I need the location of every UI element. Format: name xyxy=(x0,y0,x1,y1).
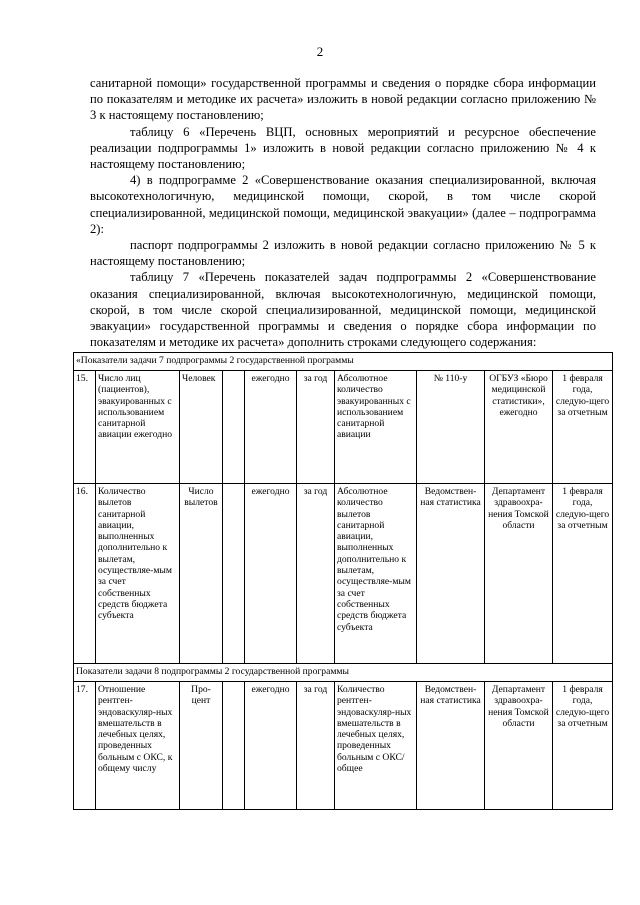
paragraph-5: таблицу 7 «Перечень показателей задач подпрограммы 2 «Совершенствование оказания специализированной, включая высокотехнологичную, медицинской помощи, скорой, в том числе скорой специализированной, медицинской помощи, медицинской эвакуации» государственной программы и сведения о порядке сбора информации по показателям и методике их расчета» дополнить строками следующего содержания: xyxy=(90,270,596,350)
empty-cell xyxy=(223,484,245,664)
section-title: Показатели задачи 8 подпрограммы 2 государственной программы xyxy=(74,664,613,682)
row-number: 15. xyxy=(74,371,96,484)
paragraph-4: паспорт подпрограммы 2 изложить в новой редакции согласно приложению № 5 к настоящему постановлению; xyxy=(90,238,596,269)
section-header-task-8 xyxy=(74,664,613,682)
paragraph-2: таблицу 6 «Перечень ВЦП, основных мероприятий и ресурсное обеспечение реализации подпрограммы 1» изложить в новой редакции согласно приложению № 4 к настоящему постановлению; xyxy=(90,124,596,172)
paragraph-1: санитарной помощи» государственной программы и сведения о порядке сбора информации по показателям и методике их расчета» изложить в новой редакции согласно приложению № 3 к настоящему постановлению; xyxy=(90,76,596,123)
indicators-table xyxy=(73,352,613,810)
collection-method: Ведомствен-ная статистика xyxy=(417,484,485,664)
responsible: Департамент здравоохра-нения Томской области xyxy=(485,484,553,664)
table-row xyxy=(74,484,613,664)
period: за год xyxy=(297,484,335,664)
period: за год xyxy=(297,371,335,484)
table-row xyxy=(74,682,613,810)
collection-method: № 110-у xyxy=(417,371,485,484)
collection-method: Ведомствен-ная статистика xyxy=(417,682,485,810)
periodicity: ежегодно xyxy=(245,682,297,810)
empty-cell xyxy=(223,371,245,484)
unit: Про-цент xyxy=(180,682,223,810)
paragraph-3: 4) в подпрограмме 2 «Совершенствование оказания специализированной, включая высокотехнологичную, медицинской помощи, скорой, в том числе скорой специализированной, медицинской помощи, медицинской эвакуации» (далее – подпрограмма 2): xyxy=(90,173,596,236)
body-text xyxy=(90,75,596,350)
definition: Абсолютное количество вылетов санитарной авиации, выполненных дополнительно к вылетам, осуществляе-мым за счет собственных средств бюджета субъекта xyxy=(335,484,417,664)
definition: Абсолютное количество эвакуированных с использованием санитарной авиации xyxy=(335,371,417,484)
indicator-name: Количество вылетов санитарной авиации, выполненных дополнительно к вылетам, осуществляе-мым за счет собственных средств бюджета субъекта xyxy=(96,484,180,664)
section-header-task-7 xyxy=(74,353,613,371)
row-number: 16. xyxy=(74,484,96,664)
unit: Человек xyxy=(180,371,223,484)
definition: Количество рентген-эндоваскуляр-ных вмешательств в лечебных целях, проведенных больным с ОКС/общее xyxy=(335,682,417,810)
responsible: ОГБУЗ «Бюро медицинской статистики», ежегодно xyxy=(485,371,553,484)
section-title: «Показатели задачи 7 подпрограммы 2 государственной программы xyxy=(74,353,613,371)
indicator-name: Отношение рентген-эндоваскуляр-ных вмешательств в лечебных целях, проведенных больным с ОКС, к общему числу xyxy=(96,682,180,810)
period: за год xyxy=(297,682,335,810)
indicator-name: Число лиц (пациентов), эвакуированных с использованием санитарной авиации ежегодно xyxy=(96,371,180,484)
table-row xyxy=(74,371,613,484)
deadline: 1 февраля года, следую-щего за отчетным xyxy=(553,371,613,484)
responsible: Департамент здравоохра-нения Томской области xyxy=(485,682,553,810)
periodicity: ежегодно xyxy=(245,484,297,664)
periodicity: ежегодно xyxy=(245,371,297,484)
row-number: 17. xyxy=(74,682,96,810)
page-number: 2 xyxy=(316,44,324,59)
empty-cell xyxy=(223,682,245,810)
deadline: 1 февраля года, следую-щего за отчетным xyxy=(553,682,613,810)
deadline: 1 февраля года, следую-щего за отчетным xyxy=(553,484,613,664)
unit: Число вылетов xyxy=(180,484,223,664)
